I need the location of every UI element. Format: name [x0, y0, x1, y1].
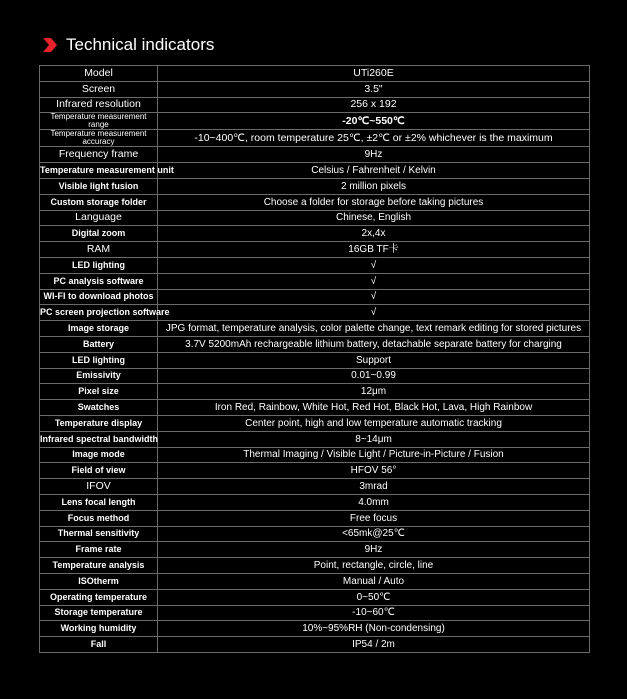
spec-value: Chinese, English [158, 210, 590, 226]
spec-row [40, 573, 590, 589]
spec-value: Center point, high and low temperature automatic tracking [158, 415, 590, 431]
spec-label: Focus method [40, 510, 158, 526]
spec-value: UTi260E [158, 66, 590, 82]
spec-value: -10~60℃ [158, 605, 590, 621]
spec-value: 12μm [158, 384, 590, 400]
spec-label: Image mode [40, 447, 158, 463]
spec-row [40, 431, 590, 447]
spec-row [40, 147, 590, 163]
spec-value: 10%~95%RH (Non-condensing) [158, 621, 590, 637]
spec-label: Digital zoom [40, 226, 158, 242]
spec-label: Language [40, 210, 158, 226]
spec-label: Emissivity [40, 368, 158, 384]
spec-value: Point, rectangle, circle, line [158, 558, 590, 574]
spec-label: LED lighting [40, 352, 158, 368]
spec-row [40, 130, 590, 147]
spec-label: ISOtherm [40, 573, 158, 589]
spec-row [40, 194, 590, 210]
spec-label: Lens focal length [40, 494, 158, 510]
spec-label: Temperature measurement accuracy [40, 130, 158, 147]
spec-value: Choose a folder for storage before taking pictures [158, 194, 590, 210]
spec-row [40, 400, 590, 416]
spec-row [40, 368, 590, 384]
spec-row [40, 273, 590, 289]
spec-row [40, 605, 590, 621]
spec-label: Image storage [40, 321, 158, 337]
spec-label: Infrared spectral bandwidth [40, 431, 158, 447]
spec-label: Working humidity [40, 621, 158, 637]
spec-value: 4.0mm [158, 494, 590, 510]
spec-row [40, 542, 590, 558]
spec-row [40, 447, 590, 463]
spec-row [40, 479, 590, 495]
spec-value: 16GB TF卡 [158, 242, 590, 258]
spec-row [40, 97, 590, 113]
spec-value: Thermal Imaging / Visible Light / Picture-in-Picture / Fusion [158, 447, 590, 463]
spec-row [40, 526, 590, 542]
spec-row [40, 352, 590, 368]
spec-row [40, 510, 590, 526]
page-title: Technical indicators [66, 35, 215, 54]
spec-value: √ [158, 305, 590, 321]
spec-value: 3mrad [158, 479, 590, 495]
spec-label: Storage temperature [40, 605, 158, 621]
spec-value: 8~14μm [158, 431, 590, 447]
spec-row [40, 558, 590, 574]
spec-value: 9Hz [158, 147, 590, 163]
spec-row [40, 163, 590, 179]
spec-row [40, 226, 590, 242]
spec-value: <65mk@25℃ [158, 526, 590, 542]
spec-value: 3.5" [158, 81, 590, 97]
spec-label: PC analysis software [40, 273, 158, 289]
spec-value: √ [158, 257, 590, 273]
spec-table [39, 65, 590, 653]
spec-value: 256 x 192 [158, 97, 590, 113]
spec-label: WI-FI to download photos [40, 289, 158, 305]
spec-value: Manual / Auto [158, 573, 590, 589]
spec-row [40, 257, 590, 273]
spec-label: Visible light fusion [40, 178, 158, 194]
spec-label: Field of view [40, 463, 158, 479]
spec-label: Model [40, 66, 158, 82]
spec-value: 0.01~0.99 [158, 368, 590, 384]
spec-value: 2 million pixels [158, 178, 590, 194]
red-chevron-icon [42, 37, 58, 53]
spec-label: Fall [40, 637, 158, 653]
spec-value: Support [158, 352, 590, 368]
spec-row [40, 81, 590, 97]
spec-value: 2x,4x [158, 226, 590, 242]
spec-label: Temperature analysis [40, 558, 158, 574]
spec-label: Frequency frame [40, 147, 158, 163]
spec-row [40, 336, 590, 352]
spec-label: Thermal sensitivity [40, 526, 158, 542]
spec-value: 9Hz [158, 542, 590, 558]
spec-row [40, 321, 590, 337]
spec-label: Temperature measurement unit [40, 163, 158, 179]
spec-value: -10~400℃, room temperature 25℃, ±2℃ or ±2% whichever is the maximum [158, 130, 590, 147]
spec-label: Temperature display [40, 415, 158, 431]
spec-label: Pixel size [40, 384, 158, 400]
spec-row [40, 289, 590, 305]
spec-value: -20℃~550℃ [158, 113, 590, 130]
spec-label: Screen [40, 81, 158, 97]
spec-value: √ [158, 273, 590, 289]
spec-value: HFOV 56° [158, 463, 590, 479]
spec-label: Temperature measurement range [40, 113, 158, 130]
spec-value: Free focus [158, 510, 590, 526]
spec-label: Frame rate [40, 542, 158, 558]
spec-value: 3.7V 5200mAh rechargeable lithium battery, detachable separate battery for charging [158, 336, 590, 352]
spec-row [40, 637, 590, 653]
spec-row [40, 589, 590, 605]
spec-row [40, 178, 590, 194]
spec-value: Iron Red, Rainbow, White Hot, Red Hot, Black Hot, Lava, High Rainbow [158, 400, 590, 416]
spec-value: √ [158, 289, 590, 305]
spec-row [40, 113, 590, 130]
spec-value: 0~50℃ [158, 589, 590, 605]
spec-row [40, 242, 590, 258]
spec-row [40, 494, 590, 510]
spec-label: PC screen projection software [40, 305, 158, 321]
spec-value: JPG format, temperature analysis, color palette change, text remark editing for stored pictures [158, 321, 590, 337]
spec-row [40, 305, 590, 321]
spec-value: IP54 / 2m [158, 637, 590, 653]
spec-label: LED lighting [40, 257, 158, 273]
spec-label: IFOV [40, 479, 158, 495]
spec-label: Swatches [40, 400, 158, 416]
spec-row [40, 463, 590, 479]
spec-label: Infrared resolution [40, 97, 158, 113]
spec-value: Celsius / Fahrenheit / Kelvin [158, 163, 590, 179]
spec-label: RAM [40, 242, 158, 258]
spec-row [40, 621, 590, 637]
spec-row [40, 384, 590, 400]
section-header [42, 33, 214, 57]
spec-row [40, 415, 590, 431]
spec-label: Custom storage folder [40, 194, 158, 210]
spec-label: Operating temperature [40, 589, 158, 605]
spec-row [40, 210, 590, 226]
spec-label: Battery [40, 336, 158, 352]
spec-row [40, 66, 590, 82]
